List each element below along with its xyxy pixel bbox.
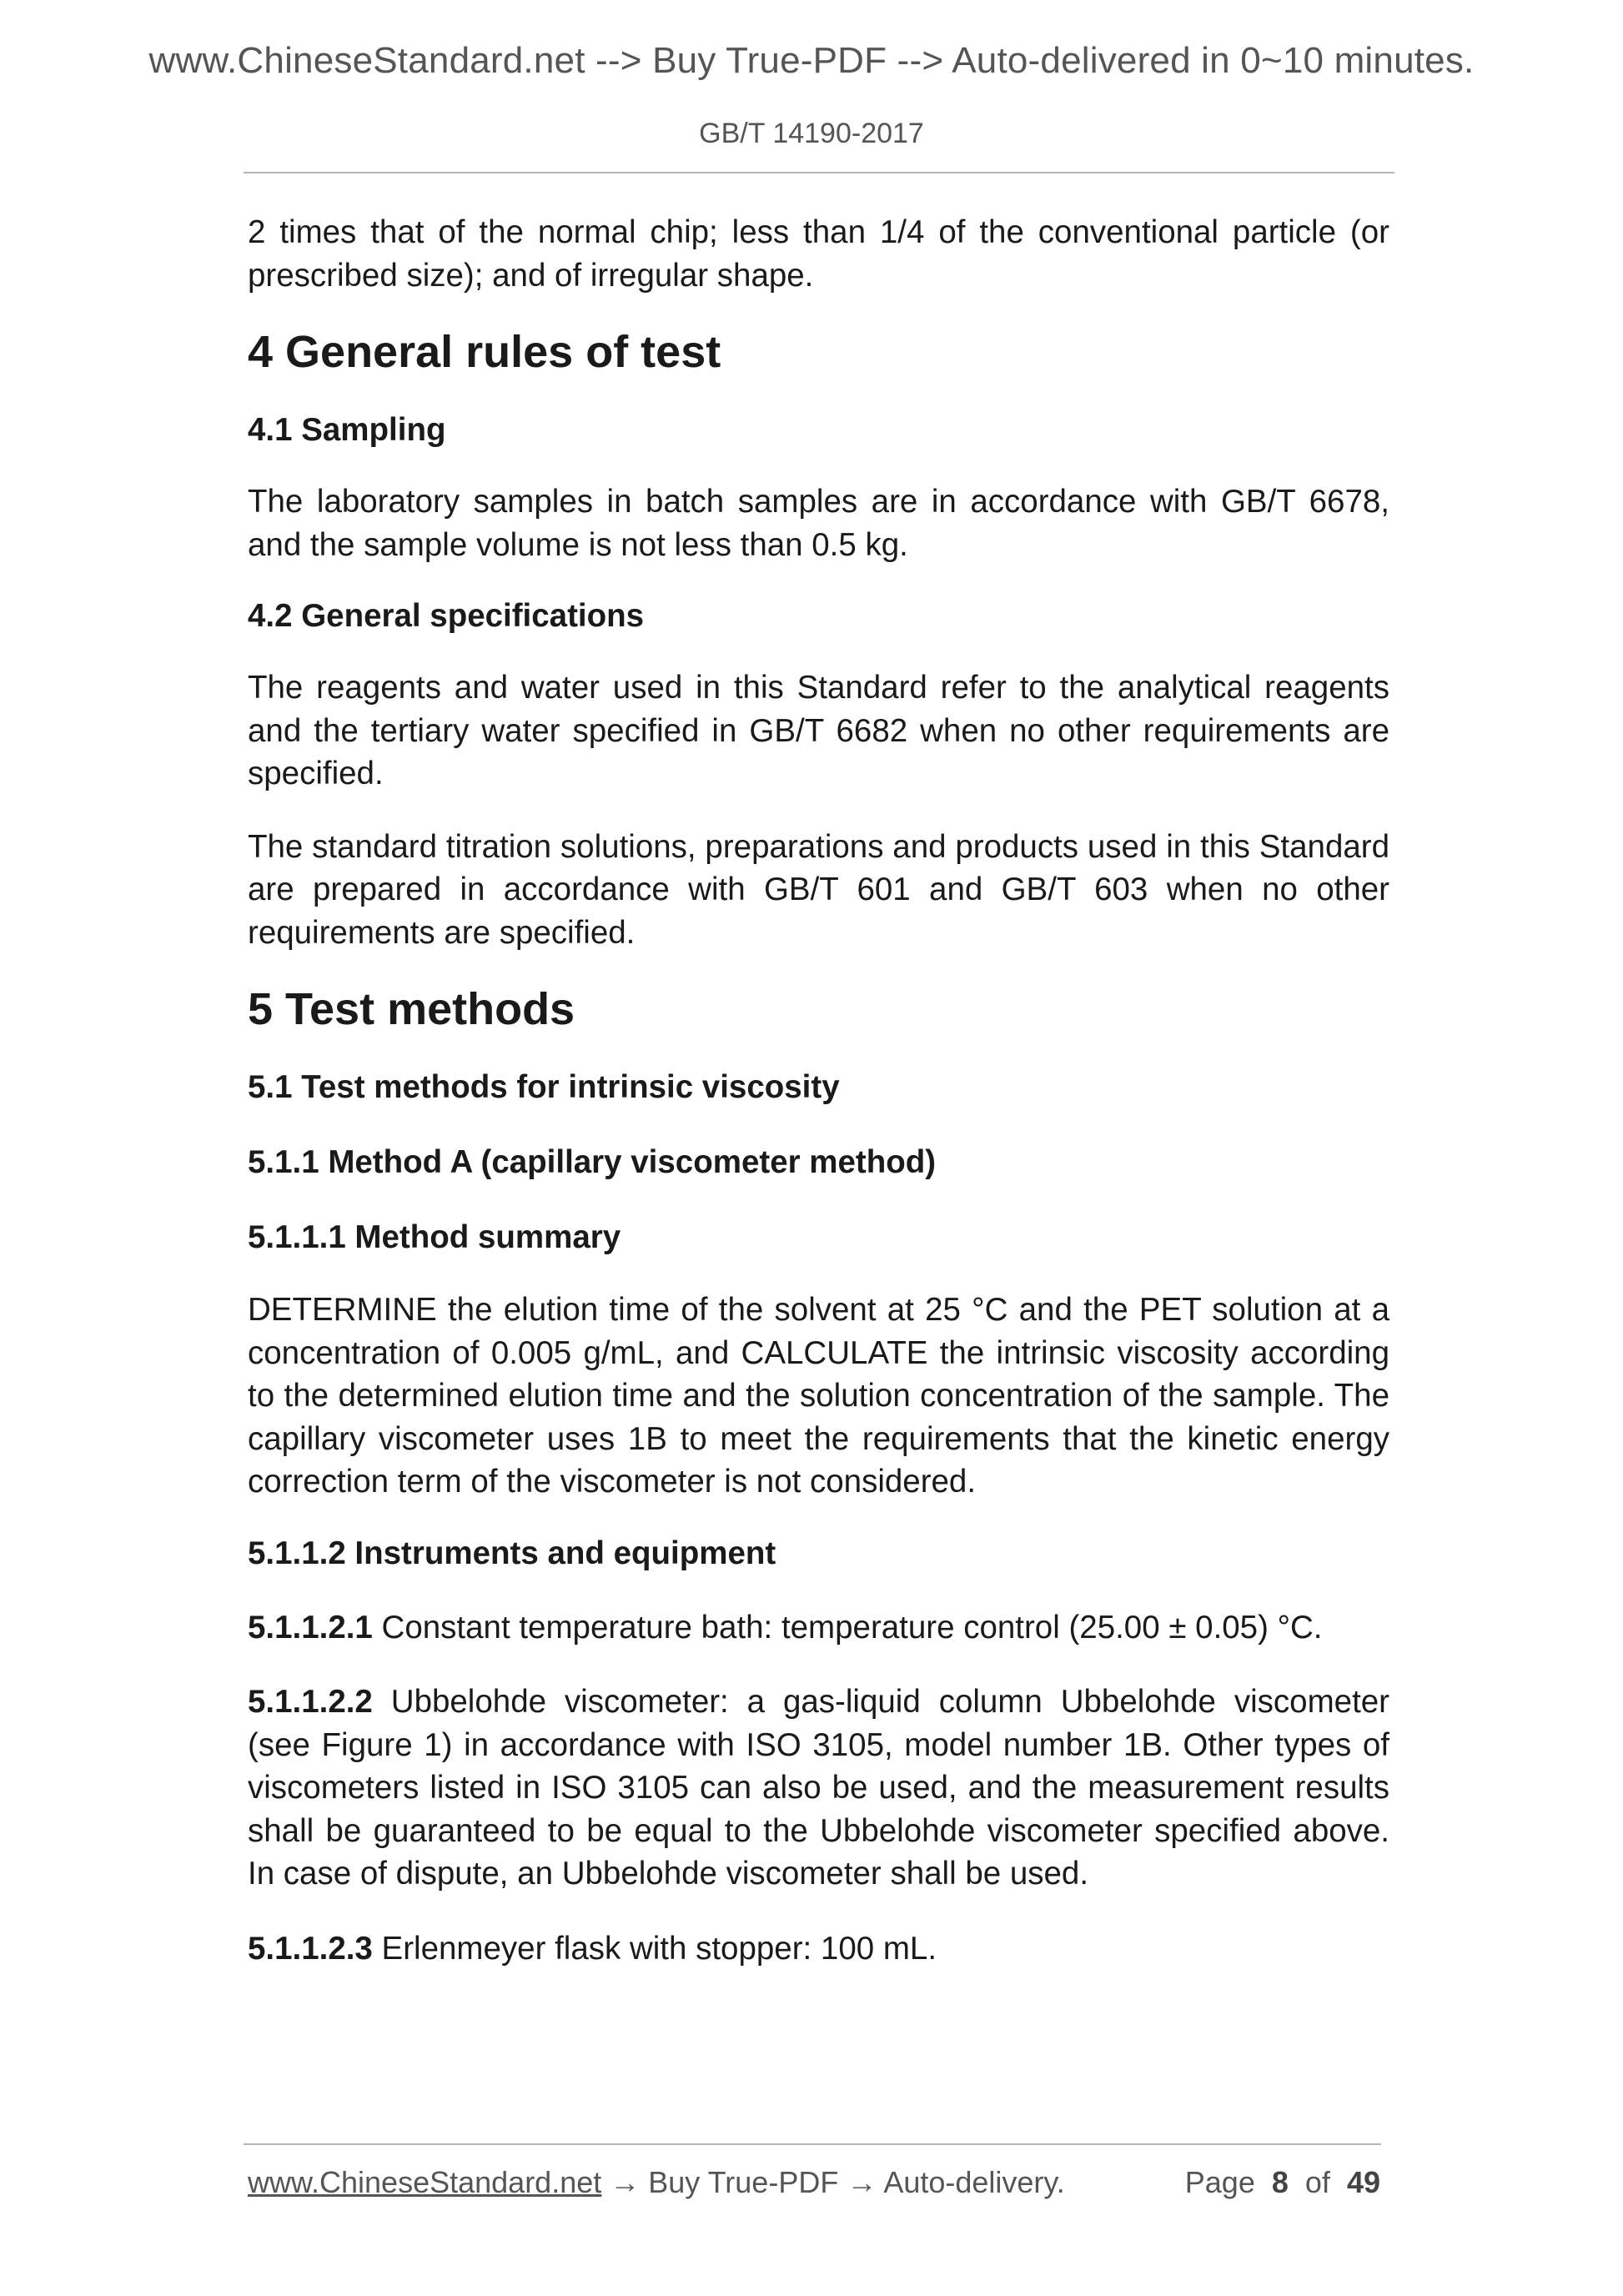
page-of-label: of — [1304, 2165, 1330, 2199]
page-footer — [248, 2165, 1380, 2200]
clause-text: Ubbelohde viscometer: a gas-liquid column Ubbelohde viscometer (see Figure 1) in accordance with ISO 3105, model number 1B. Other types of viscometers listed in ISO 3105 can also be used, and the measurement results shall be guaranteed to be equal to the Ubbelohde viscometer specified above. In case of dispute, an Ubbelohde viscometer shall be used. — [248, 1684, 1389, 1892]
section-4-1-paragraph: The laboratory samples in batch samples are in accordance with GB/T 6678, and the sample volume is not less than 0.5 kg. — [248, 484, 1389, 563]
section-4-heading: 4 General rules of test — [248, 327, 721, 377]
clause-number: 5.1.1.2.2 — [248, 1684, 373, 1720]
footer-divider — [244, 2143, 1381, 2145]
page-indicator — [1185, 2165, 1380, 2200]
section-5-1-1-2-heading: 5.1.1.2 Instruments and equipment — [248, 1535, 776, 1571]
footer-tagline: → Buy True-PDF → Auto-delivery. — [601, 2165, 1065, 2199]
page-content — [248, 211, 1389, 1970]
section-5-1-heading: 5.1 Test methods for intrinsic viscosity — [248, 1069, 840, 1105]
section-4-1-heading: 4.1 Sampling — [248, 412, 446, 448]
page-label: Page — [1184, 2165, 1255, 2199]
section-5-1-1-1-heading: 5.1.1.1 Method summary — [248, 1219, 621, 1255]
section-5-1-1-heading: 5.1.1 Method A (capillary viscometer method) — [248, 1144, 937, 1180]
clause-5-1-1-2-3 — [248, 1927, 1389, 1971]
section-5-heading: 5 Test methods — [248, 984, 575, 1034]
clause-5-1-1-2-2 — [248, 1681, 1389, 1896]
header-divider — [244, 172, 1394, 173]
footer-site-link[interactable]: www.ChineseStandard.net — [248, 2165, 602, 2199]
page-total: 49 — [1346, 2165, 1380, 2199]
section-5-1-1-1-paragraph: DETERMINE the elution time of the solvent at 25 °C and the PET solution at a concentration of 0.005 g/mL, and CALCULATE the intrinsic viscosity according to the determined elution time and the solution concentration of the sample. The capillary viscometer uses 1B to meet the requirements that the kinetic energy correction term of the viscometer is not considered. — [248, 1292, 1389, 1500]
section-4-2-paragraph-2: The standard titration solutions, preparations and products used in this Standard are prepared in accordance with GB/T 601 and GB/T 603 when no other requirements are specified. — [248, 828, 1389, 951]
clause-text: Constant temperature bath: temperature control (25.00 ± 0.05) °C. — [372, 1609, 1323, 1645]
intro-paragraph: 2 times that of the normal chip; less than 1/4 of the conventional particle (or prescribed size); and of irregular shape. — [248, 214, 1389, 294]
clause-number: 5.1.1.2.1 — [248, 1609, 373, 1645]
header-banner: www.ChineseStandard.net --> Buy True-PDF --> Auto-delivered in 0~10 minutes. — [148, 40, 1475, 81]
section-4-2-paragraph-1: The reagents and water used in this Standard refer to the analytical reagents and the tertiary water specified in GB/T 6682 when no other requirements are specified. — [248, 670, 1389, 791]
clause-number: 5.1.1.2.3 — [248, 1930, 373, 1967]
page-current: 8 — [1271, 2165, 1289, 2199]
clause-text: Erlenmeyer flask with stopper: 100 mL. — [372, 1930, 937, 1967]
standard-number: GB/T 14190-2017 — [699, 118, 924, 149]
section-4-2-heading: 4.2 General specifications — [248, 598, 645, 634]
clause-5-1-1-2-1 — [248, 1606, 1389, 1650]
